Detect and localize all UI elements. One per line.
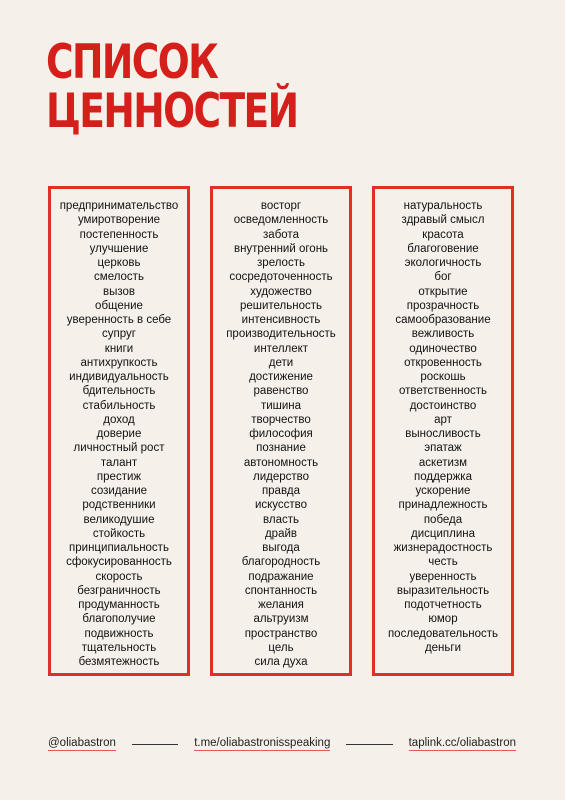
value-item: деньги <box>424 641 462 654</box>
values-column-3 <box>372 186 514 676</box>
value-item: доход <box>103 413 135 426</box>
value-item: арт <box>434 413 452 426</box>
value-item: тщательность <box>81 641 157 654</box>
value-item: открытие <box>418 285 468 298</box>
value-item: постепенность <box>79 228 159 241</box>
value-item: уверенность <box>409 570 477 583</box>
value-item: церковь <box>97 257 141 269</box>
value-item: индивидуальность <box>69 371 169 383</box>
value-item: экологичность <box>404 257 482 269</box>
value-item: сфокусированность <box>66 556 172 569</box>
value-item: честь <box>428 556 458 569</box>
value-item: благополучие <box>82 613 156 626</box>
value-item: ускорение <box>415 485 471 497</box>
value-item: роскошь <box>420 371 466 383</box>
value-item: дети <box>268 356 294 369</box>
value-item: самообразование <box>395 314 491 326</box>
value-item: победа <box>423 513 463 526</box>
value-item: выгода <box>262 542 300 554</box>
value-item: жизнерадостность <box>393 542 493 554</box>
value-item: достоинство <box>409 399 477 412</box>
value-item: лидерство <box>252 470 310 483</box>
value-item: восторг <box>260 200 302 212</box>
value-item: интенсивность <box>241 314 321 326</box>
value-item: супруг <box>102 328 136 341</box>
value-item: продуманность <box>78 599 160 611</box>
value-item: уверенность в себе <box>66 314 172 326</box>
value-item: цель <box>268 641 294 654</box>
value-item: зрелость <box>257 257 305 269</box>
value-item: альтруизм <box>253 613 309 626</box>
footer-divider <box>346 744 392 745</box>
value-item: здравый смысл <box>401 214 485 227</box>
value-item: осведомленность <box>233 214 329 227</box>
value-item: забота <box>263 228 299 241</box>
value-item: подвижность <box>84 627 154 640</box>
page-title <box>46 35 298 139</box>
value-item: аскетизм <box>418 456 468 469</box>
values-column-2 <box>210 186 352 676</box>
value-item: принципиальность <box>69 542 169 554</box>
value-item: выразительность <box>396 584 490 597</box>
value-item: талант <box>100 456 138 469</box>
value-item: стойкость <box>92 527 146 540</box>
value-item: общение <box>95 299 143 312</box>
value-item: познание <box>256 442 306 455</box>
value-item: благоговение <box>407 242 479 255</box>
value-item: прозрачность <box>406 299 480 312</box>
value-item: сосредоточенность <box>229 271 333 284</box>
value-item: последовательность <box>387 627 499 640</box>
instagram-link[interactable]: @oliabastron <box>48 737 116 749</box>
value-item: умиротворение <box>77 214 161 227</box>
value-item: престиж <box>96 470 142 483</box>
value-item: правда <box>261 485 301 497</box>
value-item: предпринимательство <box>59 200 179 212</box>
value-item: стабильность <box>82 399 156 412</box>
value-item: достижение <box>249 371 313 383</box>
values-column-1 <box>48 186 190 676</box>
value-item: безмятежность <box>78 656 160 668</box>
value-item: безграничность <box>77 584 161 597</box>
value-item: вызов <box>102 285 136 298</box>
value-item: натуральность <box>403 200 483 212</box>
value-item: равенство <box>253 385 309 398</box>
value-item: тишина <box>260 399 302 412</box>
value-item: ответственность <box>398 385 488 398</box>
value-item: созидание <box>90 485 148 497</box>
title-line-2: ЦЕННОСТЕЙ <box>46 84 298 139</box>
value-item: бог <box>434 271 452 284</box>
value-item: принадлежность <box>398 499 488 512</box>
telegram-link[interactable]: t.me/oliabastronisspeaking <box>194 737 331 749</box>
value-item: откровенность <box>404 356 482 369</box>
value-item: родственники <box>82 499 156 512</box>
value-item: производительность <box>226 328 336 341</box>
value-item: смелость <box>94 271 144 284</box>
value-item: одиночество <box>409 342 477 355</box>
value-item: личностный рост <box>73 442 165 455</box>
footer-divider <box>132 744 178 745</box>
value-item: внутренний огонь <box>233 242 329 255</box>
value-item: философия <box>249 428 313 440</box>
value-item: благородность <box>241 556 321 569</box>
value-item: творчество <box>251 413 311 426</box>
value-item: власть <box>263 513 299 526</box>
value-item: доверие <box>96 428 142 440</box>
value-item: подотчетность <box>404 599 482 611</box>
title-line-1: СПИСОК <box>46 35 218 90</box>
value-item: драйв <box>264 527 298 540</box>
value-item: бдительность <box>82 385 156 398</box>
value-item: художество <box>250 285 312 298</box>
value-item: сила духа <box>254 656 308 668</box>
value-item: решительность <box>239 299 323 312</box>
value-item: интеллект <box>253 342 309 355</box>
value-item: поддержка <box>414 470 472 483</box>
value-item: пространство <box>244 627 318 640</box>
value-item: великодушие <box>83 513 155 526</box>
value-item: антихрупкость <box>80 356 158 369</box>
value-item: вежливость <box>411 328 475 341</box>
value-item: улучшение <box>89 242 149 255</box>
value-item: спонтанность <box>244 584 318 597</box>
value-item: выносливость <box>405 428 481 440</box>
value-item: эпатаж <box>424 442 462 455</box>
footer <box>48 737 516 751</box>
value-item: юмор <box>428 613 458 626</box>
value-item: красота <box>422 228 464 241</box>
value-item: скорость <box>95 570 143 583</box>
value-item: желания <box>258 599 304 611</box>
taplink-link[interactable]: taplink.cc/oliabastron <box>408 737 517 749</box>
value-item: книги <box>104 342 134 355</box>
value-item: автономность <box>243 456 319 469</box>
value-item: искусство <box>254 499 308 512</box>
value-item: дисциплина <box>410 527 475 540</box>
value-item: подражание <box>248 570 314 583</box>
